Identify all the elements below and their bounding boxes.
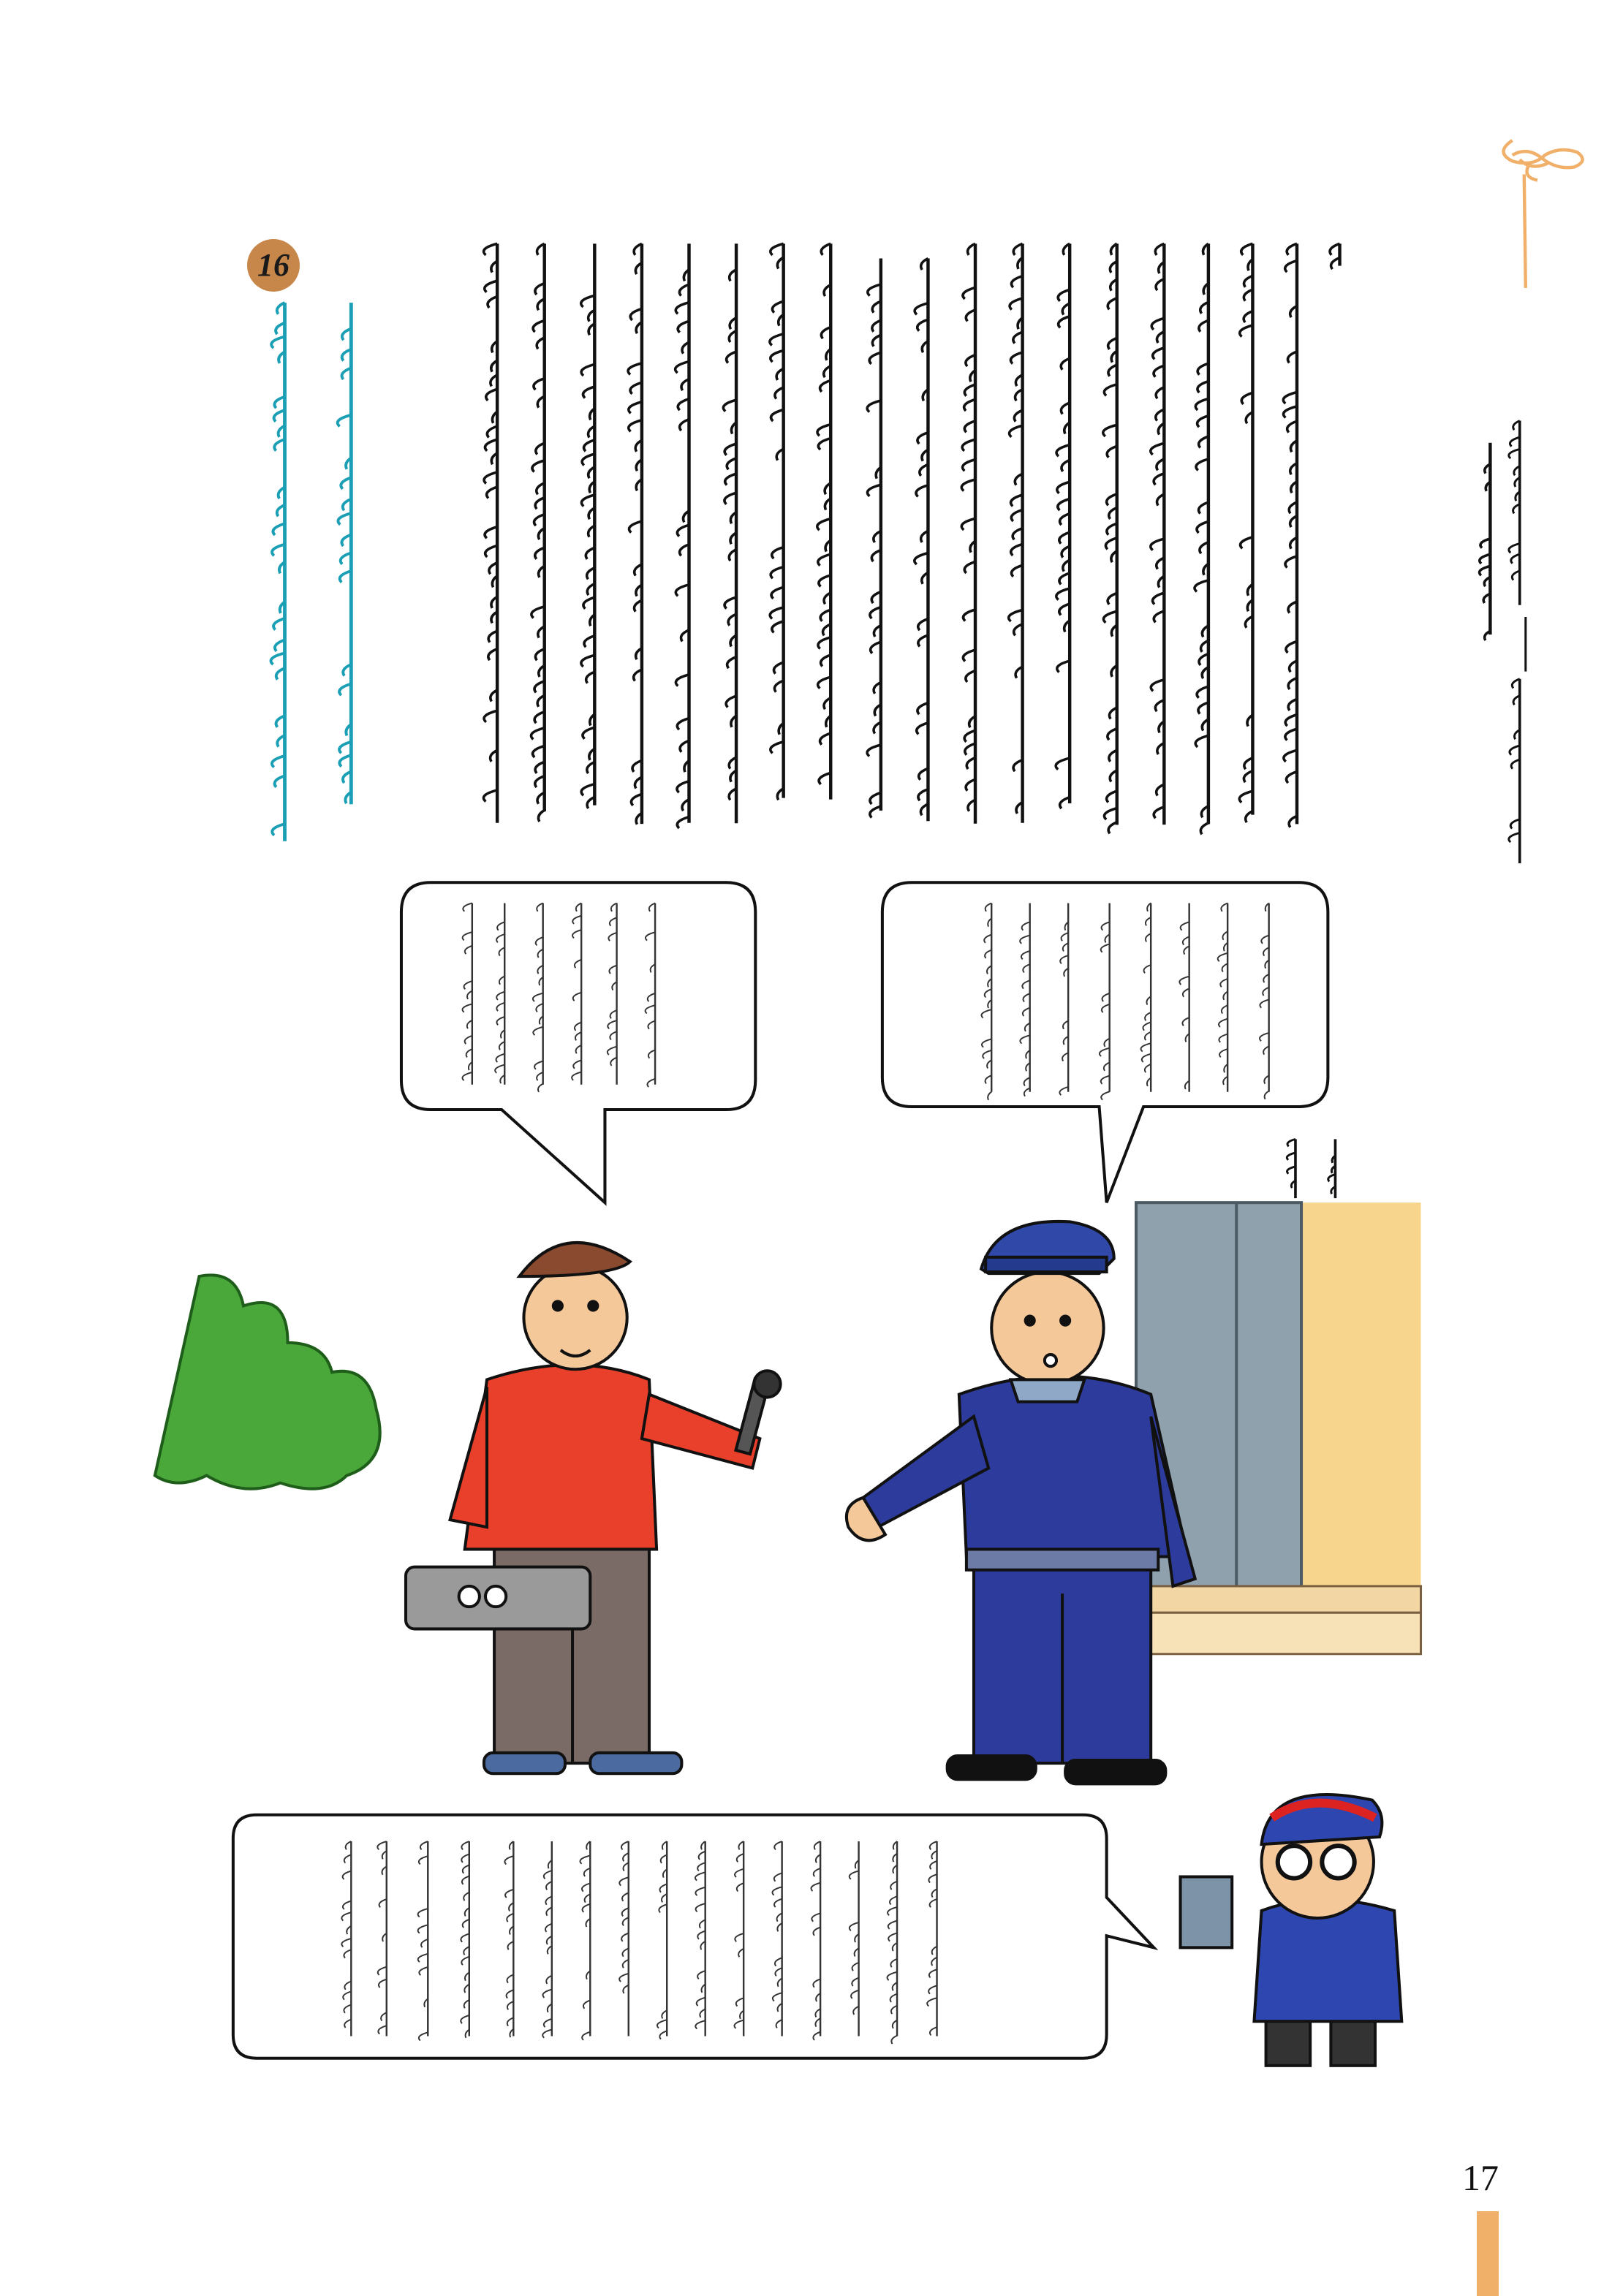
page-number: 17 [1462,2157,1499,2198]
child-figure [1181,1795,1402,2066]
reporter-figure [406,1243,781,1773]
page-tab-marker [1477,2211,1499,2296]
building-sign-mongolian [1287,1139,1335,1198]
exercise-number-badge: 16 [247,239,300,292]
body-mongolian-text [483,243,1339,834]
header-ornament-icon [1504,140,1583,288]
bush [155,1275,380,1488]
speech-bubble-child [233,1815,1154,2058]
question-mongolian-text [271,303,352,841]
header-mongolian-text [1480,421,1520,863]
building-doorway [1136,1202,1421,1654]
